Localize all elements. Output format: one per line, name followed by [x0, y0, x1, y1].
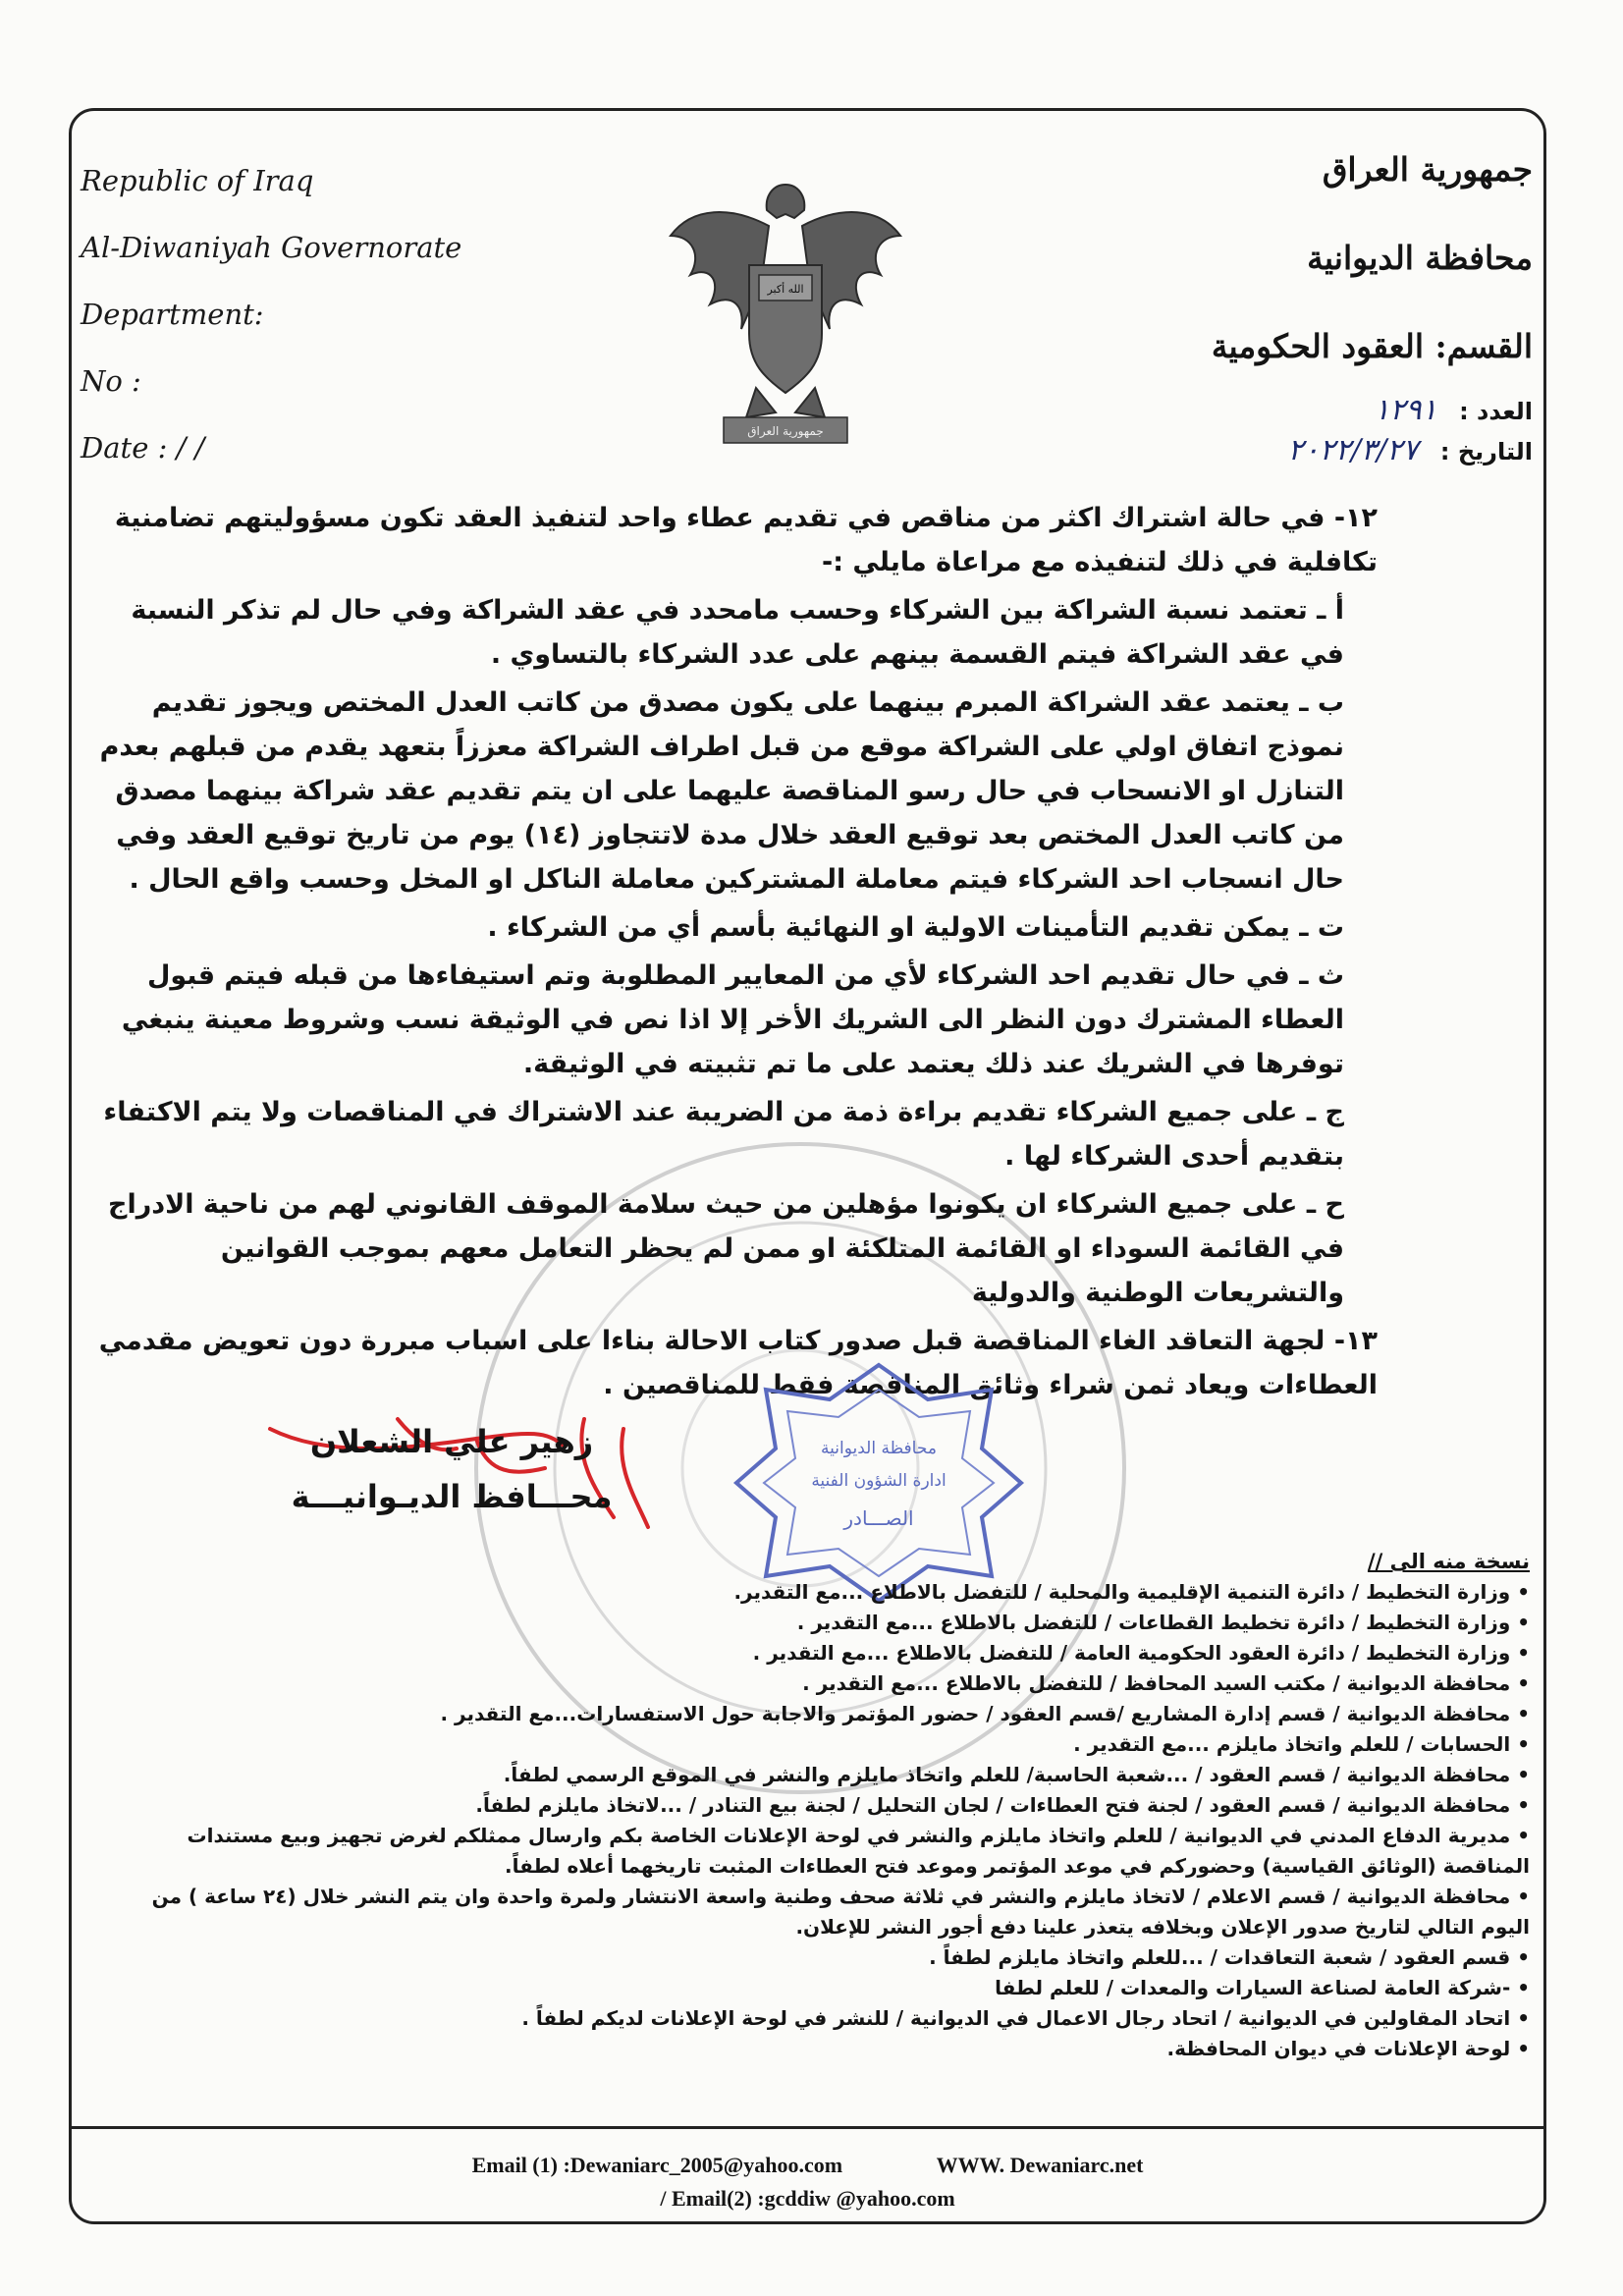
- letterhead: [69, 108, 1546, 466]
- copy-item: • محافظة الديوانية / قسم العقود / لجنة فتح العطاءات / لجان التحليل / لجنة بيع التنادر / ...لاتخاذ مايلزم لطفاً.: [96, 1790, 1530, 1821]
- clause-12-j: ج ـ على جميع الشركاء تقديم براءة ذمة من الضريبة عند الاشتراك في المناقصات ولا يتم الاكتفاء بتقديم أحدى الشركاء لها .: [103, 1097, 1344, 1172]
- copy-item: • الحسابات / للعلم واتخاذ مايلزم ...مع التقدير .: [96, 1729, 1530, 1760]
- copy-item: • محافظة الديوانية / قسم الاعلام / لاتخاذ مايلزم والنشر في ثلاثة صحف وطنية واسعة الانتشار ولمرة واحدة وان يتم النشر خلال (٢٤ ساعة ) من اليوم التالي لتاريخ صدور الإعلان وبخلافه يتعذر علينا دفع أجور النشر للإعلان.: [96, 1882, 1530, 1942]
- department-label-en: Department:: [81, 298, 264, 331]
- copy-item: • وزارة التخطيط / دائرة تخطيط القطاعات / للتفضل بالاطلاع ...مع التقدير .: [96, 1608, 1530, 1638]
- copy-item: • محافظة الديوانية / مكتب السيد المحافظ / للتفضل بالاطلاع ...مع التقدير .: [96, 1668, 1530, 1699]
- arabic-header: [1212, 126, 1533, 471]
- letter-footer: [69, 2126, 1546, 2224]
- signatory: [265, 1414, 638, 1524]
- copy-item: • وزارة التخطيط / دائرة التنمية الإقليمية والمحلية / للتفضل بالاطلاع ...مع التقدير.: [96, 1577, 1530, 1608]
- department-ar: القسم: العقود الحكومية: [1211, 327, 1533, 365]
- number-label-en: No :: [81, 364, 141, 398]
- clause-12-b: ب ـ يعتمد عقد الشراكة المبرم بينهما على يكون مصدق من كاتب العدل المختص ويجوز تقديم نموذج اتفاق اولي على الشراكة موقع من قبل اطراف الشراكة معززاً بتعهد يقدم من قبلهم بعدم التنازل او الانسحاب في حال رسو المناقصة عليهما على ان يتم تقديم عقد شراكة بينهما مصدق من كاتب العدل المختص بعد توقيع العقد خلال مدة لاتتجاوز (١٤) يوم من تاريخ توقيع العقد وفي حال انسجاب احد الشركاء فيتم معاملة المشتركين معاملة الناكل او المخل وحسب واقع الحال .: [99, 687, 1344, 895]
- signatory-name: زهير علي الشعلان: [309, 1423, 594, 1460]
- copy-item: • محافظة الديوانية / قسم العقود / ...شعبة الحاسبة/ للعلم واتخاذ مايلزم والنشر في الموقع الرسمي لطفاً.: [96, 1760, 1530, 1790]
- clause-12-th: ث ـ في حال تقديم احد الشركاء لأي من المعايير المطلوبة وتم استيفاءها من قبله فيتم قبول العطاء المشترك دون النظر الى الشريك الأخر إلا اذا نص في الوثيقة نسب وشروط معينة ينبغي توفرها في الشريك عند ذلك يعتمد على ما تم تثبيته في الوثيقة.: [121, 960, 1344, 1079]
- signatory-title: محـــافظ الديـوانيـــة: [291, 1478, 613, 1515]
- number-value: ١٢٩١: [1374, 393, 1437, 427]
- copy-item: • وزارة التخطيط / دائرة العقود الحكومية العامة / للتفضل بالاطلاع ...مع التقدير .: [96, 1638, 1530, 1668]
- letter-body: [91, 496, 1378, 1411]
- copy-item: • لوحة الإعلانات في ديوان المحافظة.: [96, 2034, 1530, 2064]
- emblem-caption: جمهورية العراق: [747, 424, 824, 438]
- country-en: Republic of Iraq: [81, 164, 314, 197]
- stamp-line3: الصـــادر: [843, 1506, 914, 1530]
- copies-to: [96, 1547, 1530, 2064]
- copy-item: • محافظة الديوانية / قسم إدارة المشاريع /قسم العقود / حضور المؤتمر والاجابة حول الاستفسارات...مع التقدير .: [96, 1699, 1530, 1729]
- clause-12-h: ح ـ على جميع الشركاء ان يكونوا مؤهلين من حيث سلامة الموقف القانوني لهم من ناحية الادراج في القائمة السوداء او القائمة المتلكئة او ممن لم يحظر التعامل معهم بموجب القوانين والتشريعات الوطنية والدولية: [107, 1189, 1344, 1308]
- iraq-eagle-emblem: [663, 167, 908, 462]
- date-label-en: Date : / /: [81, 431, 205, 465]
- copy-item: • قسم العقود / شعبة التعاقدات / ...للعلم واتخاذ مايلزم لطفاً .: [96, 1942, 1530, 1973]
- stamp-line2: ادارة الشؤون الفنية: [811, 1471, 947, 1491]
- footer-email-1: Email (1) :Dewaniarc_2005@yahoo.com: [471, 2153, 843, 2177]
- emblem-shield-text: الله أكبر: [767, 283, 804, 296]
- date-row: [1212, 431, 1533, 471]
- copy-item: • مديرية الدفاع المدني في الديوانية / للعلم واتخاذ مايلزم والنشر في لوحة الإعلانات الخاصة بكم وارسال ممثلكم لغرض تجهيز وبيع مستندات المناقصة (الوثائق القياسية) وحضوركم في موعد المؤتمر وموعد فتح العطاءات المثبت تاريخهما أعلاه لطفاً.: [96, 1821, 1530, 1882]
- number-label-ar: العدد :: [1459, 398, 1533, 425]
- date-value: ٢٠٢٢/٣/٢٧: [1287, 433, 1419, 467]
- governorate-en: Al-Diwaniyah Governorate: [81, 231, 462, 264]
- governorate-ar: محافظة الديوانية: [1307, 239, 1533, 277]
- copy-item: • اتحاد المقاولين في الديوانية / اتحاد رجال الاعمال في الديوانية / للنشر في لوحة الإعلانات لديكم لطفاً .: [96, 2003, 1530, 2034]
- footer-website: WWW. Dewaniarc.net: [936, 2153, 1144, 2177]
- footer-email-2: / Email(2) :gcddiw @yahoo.com: [660, 2186, 955, 2211]
- clause-12-a: أ ـ تعتمد نسبة الشراكة بين الشركاء وحسب مامحدد في عقد الشراكة وفي حال لم تذكر النسبة في عقد الشراكة فيتم القسمة بينهم على عدد الشركاء بالتساوي .: [131, 595, 1344, 670]
- copy-item: • -شركة العامة لصناعة السيارات والمعدات / للعلم لطفا: [96, 1973, 1530, 2003]
- footer-row1: [69, 2149, 1546, 2182]
- stamp-line1: محافظة الديوانية: [821, 1439, 937, 1458]
- copies-heading: نسخة منه الى //: [1367, 1550, 1530, 1573]
- english-header: [81, 147, 461, 481]
- clause-12: ١٢- في حالة اشتراك اكثر من مناقص في تقديم عطاء واحد لتنفيذ العقد تكون مسؤوليتهم تضامنية تكافلية في ذلك لتنفيذه مع مراعاة مايلي :-: [114, 503, 1378, 577]
- country-ar: جمهورية العراق: [1322, 150, 1533, 189]
- clause-13: ١٣- لجهة التعاقد الغاء المناقصة قبل صدور كتاب الاحالة بناءا على اسباب مبررة دون تعويض مقدمي العطاءات ويعاد ثمن شراء وثائق المناقصة فقط للمناقصين .: [98, 1326, 1378, 1400]
- copies-list: [96, 1577, 1530, 2064]
- number-row: [1212, 391, 1533, 431]
- date-label-ar: التاريخ :: [1439, 438, 1533, 465]
- clause-12-t: ت ـ يمكن تقديم التأمينات الاولية او النهائية بأسم أي من الشركاء .: [487, 912, 1344, 943]
